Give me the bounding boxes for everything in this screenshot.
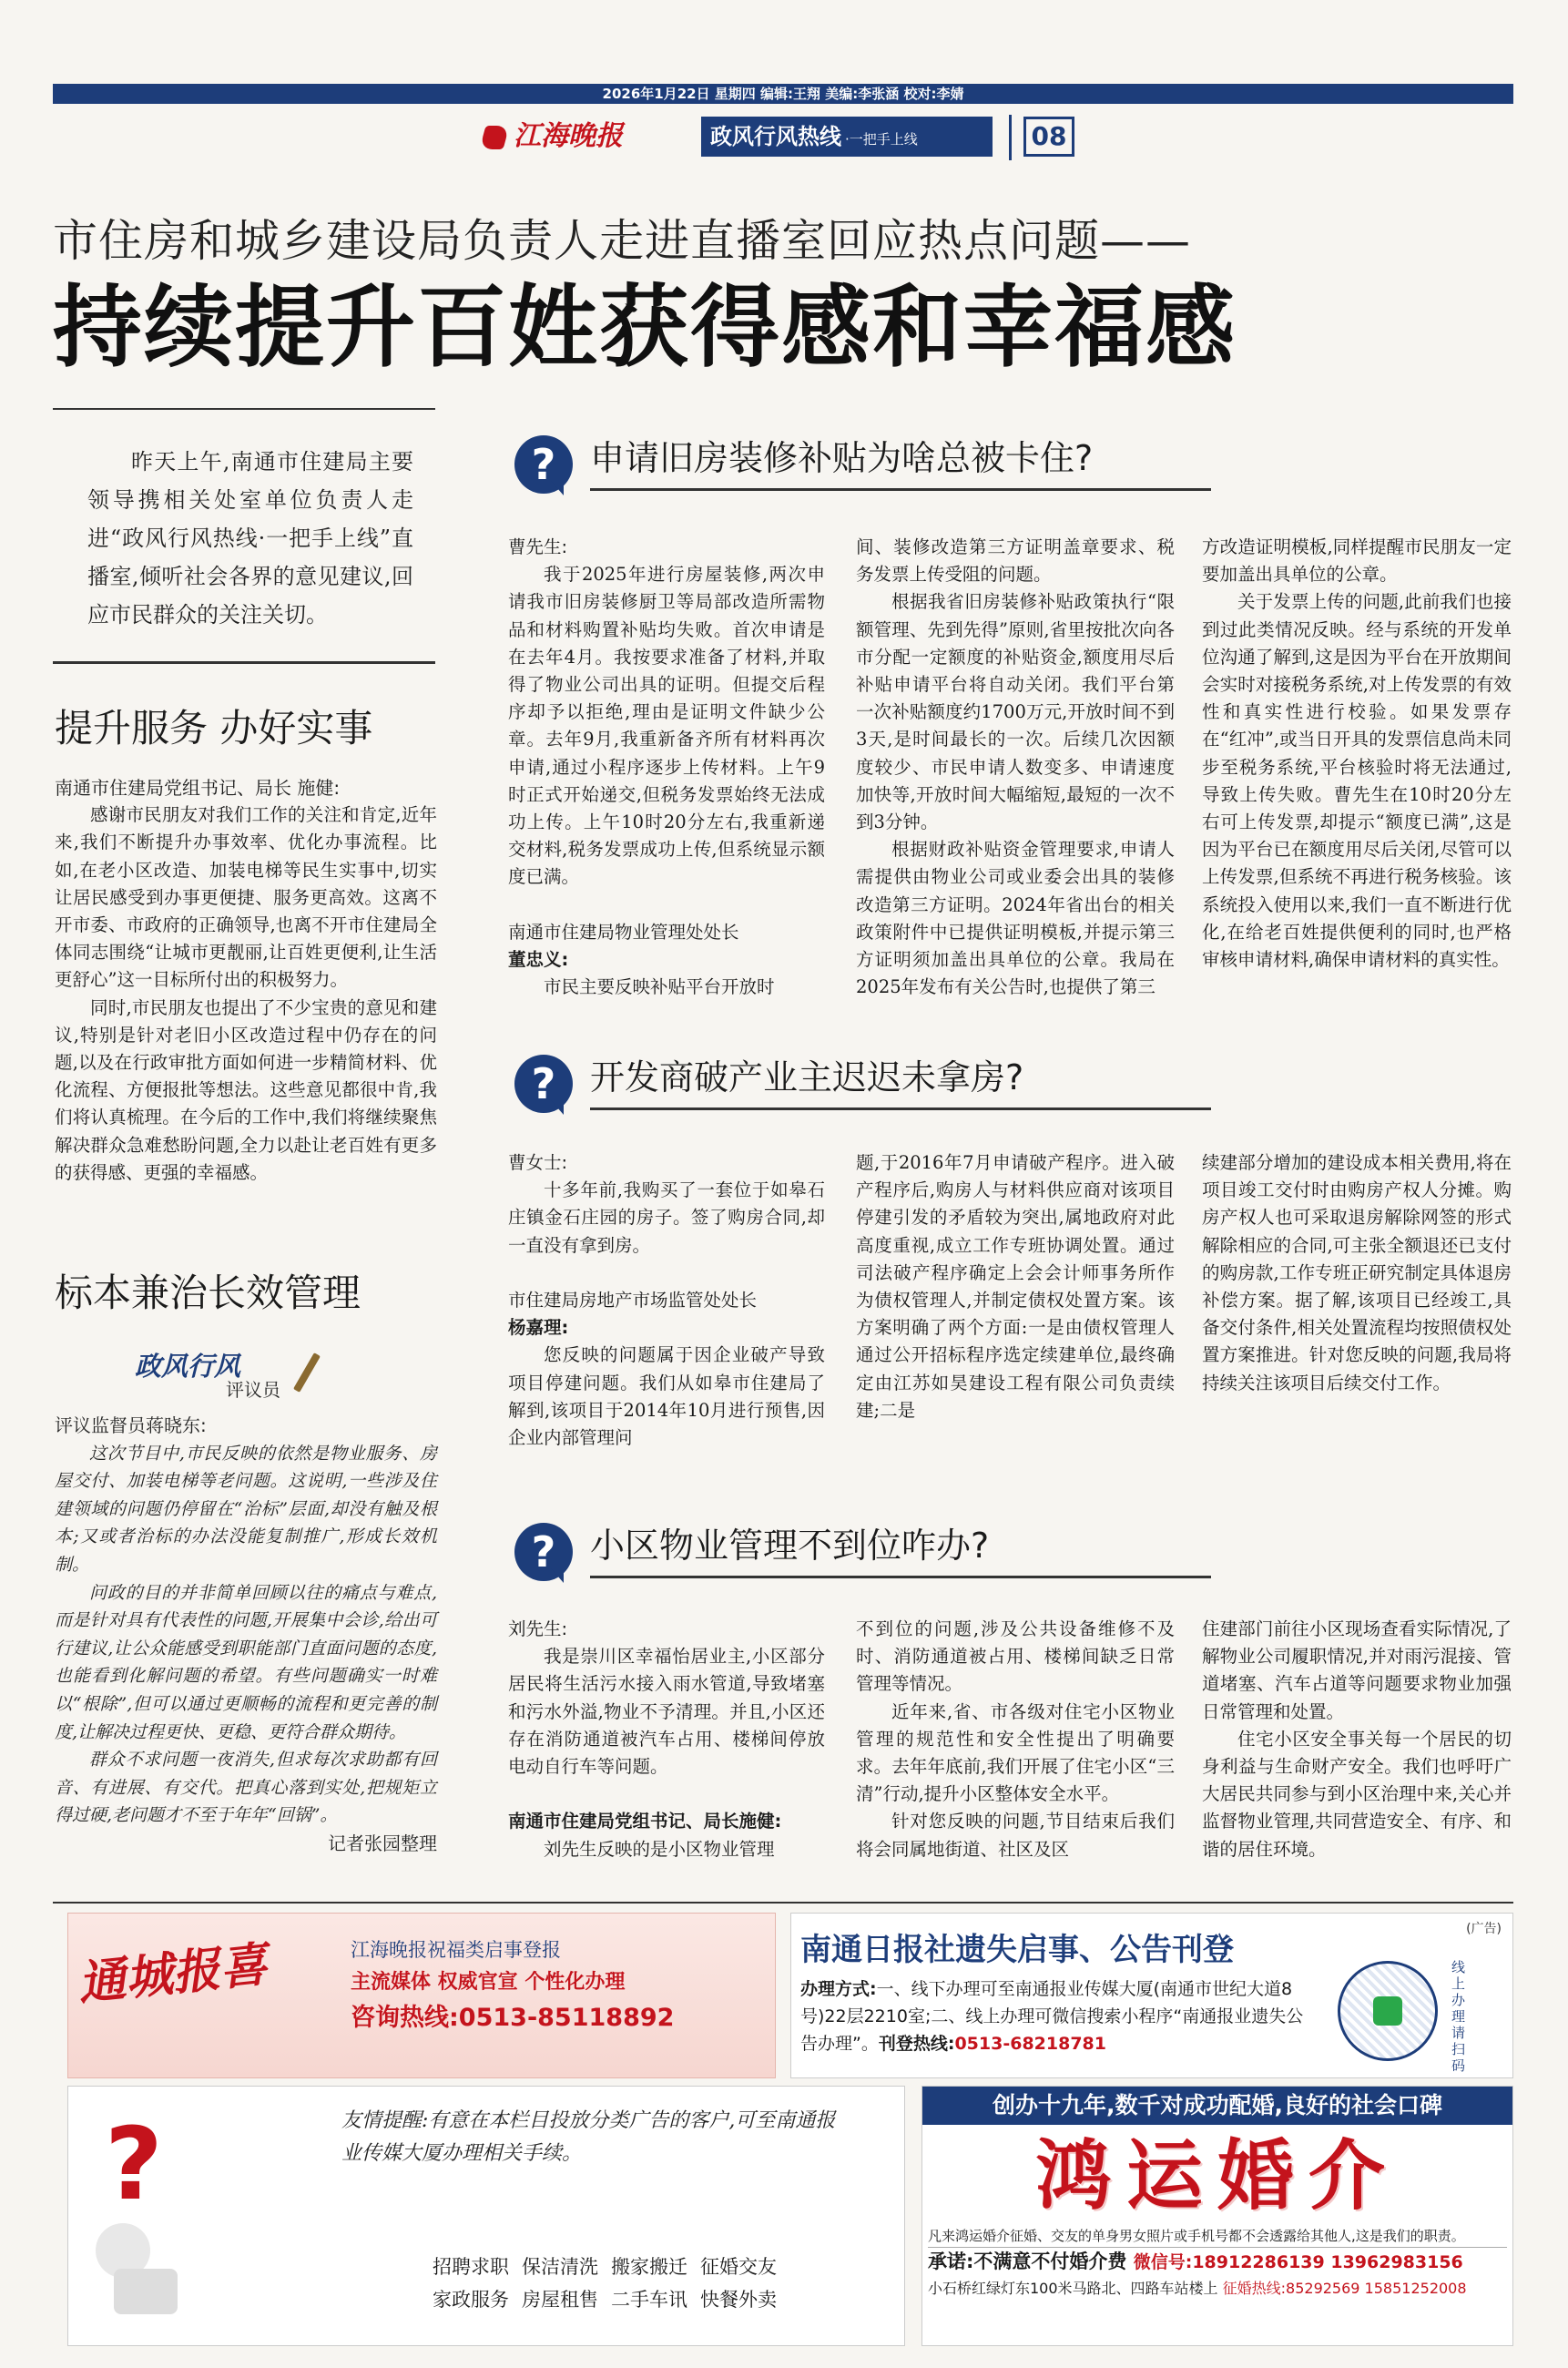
paragraph: 题,于2016年7月申请破产程序。进入破产程序后,购房人与材料供应商对该项目停建引发的矛盾较为突出,属地政府对此高度重视,成立工作专班协调处置。通过司法破产程序确定上会会计师事务所作为债权管理人,并制定债权处置方案。该方案明确了两个方面:一是由债权管理人通过公开招标程序选定续建单位,最终确定由江苏如昊建设工程有限公司负责续建;二是 bbox=[856, 1152, 1175, 1421]
paragraph: 根据财政补贴资金管理要求,申请人需提供由物业公司或业委会出具的装修改造第三方证明。2024年省出台的相关政策附件中已提供证明模板,并提示第三方证明须加盖出具单位的公章。我局在2025年发布有关公告时,也提供了第三 bbox=[856, 839, 1175, 998]
section2-title: 标本兼治长效管理 bbox=[55, 1271, 361, 1315]
divider bbox=[53, 1902, 1513, 1904]
ad-tag: 保洁清洗 bbox=[522, 2256, 598, 2278]
ad-tag: 征婚交友 bbox=[700, 2256, 777, 2278]
section2-paragraph: 问政的目的并非简单回顾以往的痛点与难点,而是针对具有代表性的问题,开展集中会诊,给出可行建议,让公众能感受到职能部门直面问题的态度,也能看到化解问题的希望。有些问题确实一时难以“根除”,但可以通过更顺畅的流程和更完善的制度,让解决过程更快、更稳、更符合群众期待。 bbox=[55, 1582, 437, 1742]
column-banner: 政风行风热线 ·一把手上线 bbox=[701, 117, 993, 157]
ad-tongcheng-baoxi bbox=[67, 1913, 776, 2078]
newspaper-logo: 江海晚报 bbox=[483, 117, 669, 157]
ad-tags bbox=[433, 2251, 870, 2316]
paragraph: 针对您反映的问题,节目结束后我们将会同属地街道、社区及区 bbox=[856, 1811, 1175, 1860]
section1-paragraph: 同时,市民朋友也提出了不少宝贵的意见和建议,特别是针对老旧小区改造过程中仍存在的问题,以及在行政审批方面如何进一步精简材料、优化流程、方便报批等想法。这些意见都很中肯,我们将认真梳理。在今后的工作中,我们将继续聚焦解决群众急难愁盼问题,全力以赴让老百姓有更多的获得感、更强的幸福感。 bbox=[55, 996, 437, 1183]
paragraph: 住宅小区安全事关每一个居民的切身利益与生命财产安全。我们也呼吁广大居民共同参与到小区治理中来,关心并监督物业管理,共同营造安全、有序、和谐的居住环境。 bbox=[1202, 1728, 1512, 1860]
question-icon: ? bbox=[514, 1523, 573, 1581]
paragraph: 我于2025年进行房屋装修,两次申请我市旧房装修厨卫等局部改造所需物品和材料购置补贴均失败。首次申请是在去年4月。我按要求准备了材料,并取得了物业公司出具的证明。但提交后程序却予以拒绝,理由是证明文件缺少公章。去年9月,我重新备齐所有材料再次申请,通过小程序逐步上传材料。上午9时正式开始递交,但税务发票始终无法成功上传。上午10时20分左右,我重新递交材料,税务发票成功上传,但系统显示额度已满。 bbox=[508, 564, 825, 888]
ad-brand: 通城报喜 bbox=[75, 1936, 270, 2012]
lead-paragraph: 昨天上午,南通市住建局主要领导携相关处室单位负责人走进“政风行风热线·一把手上线”直播室,倾听社会各界的意见建议,回应市民群众的关注关切。 bbox=[53, 408, 435, 664]
q1-title: 申请旧房装修补贴为啥总被卡住? bbox=[590, 435, 1211, 491]
spacer bbox=[508, 892, 825, 919]
headline-kicker: 市住房和城乡建设局负责人走进直播室回应热点问题—— bbox=[53, 215, 1192, 267]
q1-column-3 bbox=[1202, 534, 1512, 974]
qr-code-icon[interactable] bbox=[1338, 1961, 1438, 2061]
section2-paragraph: 这次节目中,市民反映的依然是物业服务、房屋交付、加装电梯等老问题。这说明,一些涉及住建领域的问题仍停留在“治标”层面,却没有触及根本;又或者治标的办法没能复制推广,形成长效机制。 bbox=[55, 1443, 437, 1575]
paragraph: 根据我省旧房装修补贴政策执行“限额管理、先到先得”原则,省里按批次向各市分配一定额度的补贴资金,额度用尽后补贴申请平台将自动关闭。我们平台第一次补贴额度约1700万元,开放时间不到3天,是时间最长的一次。后续几次因额度较少、市民申请人数变多、申请速度加快等,开放时间大幅缩短,最短的一次不到3分钟。 bbox=[856, 591, 1175, 833]
ad-line: 承诺:不满意不付婚介费 微信号:18912286139 13962983156 bbox=[928, 2251, 1463, 2272]
q1-column-1 bbox=[508, 534, 825, 1001]
spacer bbox=[508, 1260, 825, 1287]
speaker: 曹女士: bbox=[508, 1152, 568, 1173]
ad-body: 办理方式:一、线下办理可至南通报业传媒大厦(南通市世纪大道8号)22层2210室;二、线上办理可微信搜索小程序“南通报业遗失公告办理”。刊登热线:0513-68218781 bbox=[800, 1979, 1304, 2054]
q2-title: 开发商破产业主迟迟未拿房? bbox=[590, 1055, 1211, 1110]
q3-column-2 bbox=[856, 1616, 1175, 1863]
section1-paragraph: 感谢市民朋友对我们工作的关注和肯定,近年来,我们不断提升办事效率、优化办事流程。比如,在老小区改造、加装电梯等民生实事中,切实让居民感受到办事更便捷、服务更高效。这离不开市委、市政府的正确领导,也离不开市住建局全体同志围绕“让城市更靓丽,让百姓更便利,让生活更舒心”这一目标所付出的积极努力。 bbox=[55, 804, 437, 991]
ad-title: 南通日报社遗失启事、公告刊登 bbox=[800, 1932, 1234, 1968]
ad-hongyun-matchmaking bbox=[921, 2086, 1513, 2346]
ad-tag: 招聘求职 bbox=[433, 2256, 509, 2278]
paragraph: 市民主要反映补贴平台开放时 bbox=[544, 976, 775, 998]
ad-hotline: 咨询热线:0513-85118892 bbox=[351, 2004, 675, 2032]
speaker: 曹先生: bbox=[508, 536, 568, 557]
ad-tag: 搬家搬迁 bbox=[611, 2256, 687, 2278]
paragraph: 您反映的问题属于因企业破产导致项目停建问题。我们从如皋市住建局了解到,该项目于2014年10月进行预售,因企业内部管理问 bbox=[508, 1344, 825, 1449]
q3-column-1 bbox=[508, 1616, 825, 1863]
paragraph: 十多年前,我购买了一套位于如皋石庄镇金石庄园的房子。签了购房合同,却一直没有拿到房。 bbox=[508, 1179, 825, 1256]
paragraph: 我是崇川区幸福怡居业主,小区部分居民将生活污水接入雨水管道,导致堵塞和污水外溢,物业不予清理。并且,小区还存在消防通道被汽车占用、楼梯间停放电动自行车等问题。 bbox=[508, 1646, 825, 1778]
ad-classified bbox=[67, 2086, 905, 2346]
ad-brand: 鸿运婚介 bbox=[1034, 2131, 1400, 2220]
speaker: 南通市住建局物业管理处处长 bbox=[508, 921, 739, 943]
speaker: 杨嘉理: bbox=[508, 1317, 569, 1339]
q2-column-1 bbox=[508, 1149, 825, 1452]
paragraph: 不到位的问题,涉及公共设备维修不及时、消防通道被占用、楼梯间缺乏日常管理等情况。 bbox=[856, 1618, 1175, 1695]
logo-mark-icon bbox=[480, 126, 510, 149]
section2-body bbox=[55, 1412, 437, 1858]
speaker: 市住建局房地产市场监管处处长 bbox=[508, 1290, 758, 1312]
q1-column-2 bbox=[856, 534, 1175, 1001]
section1-body bbox=[55, 774, 437, 1187]
q2-column-3 bbox=[1202, 1149, 1512, 1397]
paragraph: 续建部分增加的建设成本相关费用,将在项目竣工交付时由购房产权人分摊。购房产权人也可采取退房解除网签的形式解除相应的合同,可主张全额退还已支付的购房款,工作专班正研究制定具体退房补偿方案。据了解,该项目已经竣工,具备交付条件,相关处置流程均按照债权处置方案推进。针对您反映的问题,我局将持续关注该项目后续交付工作。 bbox=[1202, 1152, 1512, 1393]
paragraph: 刘先生反映的是小区物业管理 bbox=[544, 1838, 775, 1860]
question-icon: ? bbox=[514, 435, 573, 494]
ad-line: 凡来鸿运婚介征婚、交友的单身男女照片或手机号都不会透露给其他人,这是我们的职责。 bbox=[928, 2225, 1507, 2248]
ad-line: 主流媒体 权威官宣 个性化办理 bbox=[351, 1971, 626, 1994]
ad-badge: (广告) bbox=[1466, 1922, 1502, 1936]
speaker: 刘先生: bbox=[508, 1618, 568, 1639]
masthead-date-bar: 2026年1月22日 星期四 编辑:王翔 美编:李张涵 校对:李婧 bbox=[53, 84, 1513, 104]
q3-title: 小区物业管理不到位咋办? bbox=[590, 1523, 1211, 1578]
paragraph: 关于发票上传的问题,此前我们也接到过此类情况反映。经与系统的开发单位沟通了解到,这是因为平台在开放期间会实时对接税务系统,对上传发票的有效性和真实性进行校验。如果发票存在“红冲”,或当日开具的发票信息尚未同步至税务系统,平台核验时将无法通过,导致上传失败。曹先生在10时20分左右可上传发票,却提示“额度已满”,这是因为平台已在额度用尽后关闭,尽管可以上传发票,但系统不再进行税务核验。该系统投入使用以来,我们一直不断进行优化,在给老百姓提供便利的同时,也严格审核申请材料,确保申请材料的真实性。 bbox=[1202, 591, 1512, 971]
divider bbox=[1009, 115, 1012, 160]
question-icon: ? bbox=[514, 1055, 573, 1113]
speaker: 董忠义: bbox=[508, 949, 569, 971]
reporter-credit: 记者张园整理 bbox=[328, 1832, 437, 1854]
section1-title: 提升服务 办好实事 bbox=[55, 706, 373, 750]
ad-note: 友情提醒:有意在本栏目投放分类广告的客户,可至南通报业传媒大厦办理相关手续。 bbox=[341, 2109, 836, 2165]
speaker: 南通市住建局党组书记、局长施健: bbox=[508, 1811, 782, 1832]
q2-column-2 bbox=[856, 1149, 1175, 1424]
ad-line: 小石桥红绿灯东100米马路北、四路车站楼上 征婚热线:85292569 15851252008 bbox=[928, 2280, 1467, 2297]
pen-icon bbox=[293, 1352, 321, 1393]
ad-scan-hint: 线上办理请扫码 bbox=[1451, 1959, 1466, 2074]
ad-line: 江海晚报祝福类启事登报 bbox=[351, 1939, 561, 1961]
section2-speaker: 评议监督员蒋晓东: bbox=[55, 1414, 207, 1436]
paragraph: 住建部门前往小区现场查看实际情况,了解物业公司履职情况,并对雨污混接、管道堵塞、汽车占道等问题要求物业加强日常管理和处置。 bbox=[1202, 1618, 1512, 1722]
ad-tag: 房屋租售 bbox=[522, 2289, 598, 2311]
q3-column-3 bbox=[1202, 1616, 1512, 1863]
ad-topline: 创办十九年,数千对成功配婚,良好的社会口碑 bbox=[922, 2087, 1512, 2125]
paragraph: 间、装修改造第三方证明盖章要求、税务发票上传受阻的问题。 bbox=[856, 536, 1175, 586]
paragraph: 近年来,省、市各级对住宅小区物业管理的规范性和安全性提出了明确要求。去年年底前,我们开展了住宅小区“三清”行动,提升小区整体安全水平。 bbox=[856, 1700, 1175, 1805]
page-title: 持续提升百姓获得感和幸福感 bbox=[53, 276, 1237, 380]
spacer bbox=[508, 1781, 825, 1808]
paragraph: 方改造证明模板,同样提醒市民朋友一定要加盖出具单位的公章。 bbox=[1202, 536, 1512, 586]
ad-lost-notice bbox=[790, 1913, 1513, 2078]
page-number: 08 bbox=[1023, 117, 1074, 157]
question-figure-icon: ? bbox=[87, 2114, 214, 2314]
ad-tag: 二手车讯 bbox=[611, 2289, 687, 2311]
commentator-stamp: 政风行风 评议员 bbox=[135, 1346, 335, 1401]
section2-paragraph: 群众不求问题一夜消失,但求每次求助都有回音、有进展、有交代。把真心落到实处,把规矩立得过硬,老问题才不至于年年“回锅”。 bbox=[55, 1750, 437, 1826]
ad-tag: 家政服务 bbox=[433, 2289, 509, 2311]
ad-tag: 快餐外卖 bbox=[700, 2289, 777, 2311]
section1-speaker: 南通市住建局党组书记、局长 施健: bbox=[55, 777, 341, 799]
